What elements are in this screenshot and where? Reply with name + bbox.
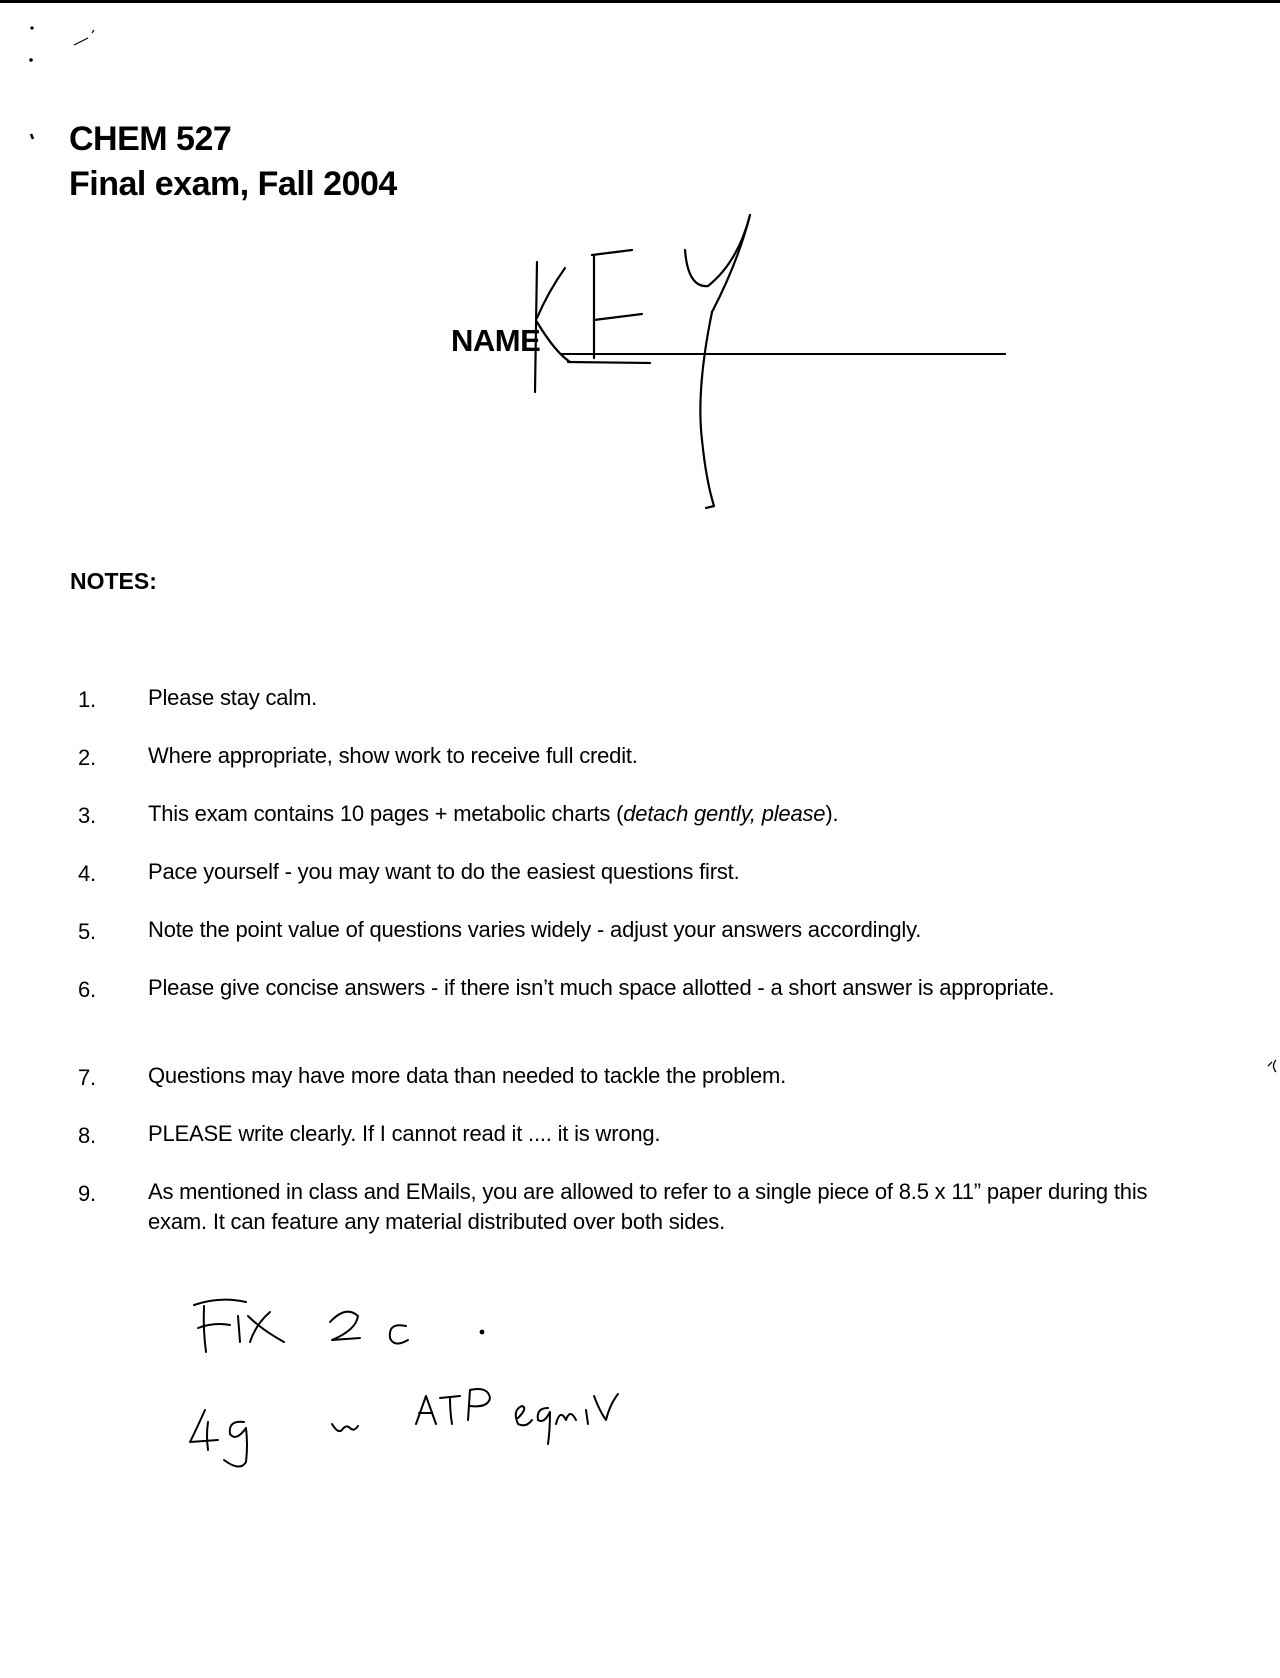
- list-item: [78, 799, 1190, 857]
- item-text: Please give concise answers - if there isn’t much space allotted - a short answer is appropriate.: [148, 975, 1055, 1000]
- top-border-line: [0, 0, 1280, 3]
- notes-heading: NOTES:: [70, 568, 157, 594]
- item-number: 9.: [78, 1181, 96, 1206]
- item-number: 6.: [78, 977, 96, 1002]
- list-item: [78, 857, 1190, 915]
- list-item: [78, 1119, 1190, 1177]
- item-number: 8.: [78, 1123, 96, 1148]
- list-item: [78, 683, 1190, 741]
- item-text: Questions may have more data than needed to tackle the problem.: [148, 1063, 787, 1088]
- list-item: [78, 741, 1190, 799]
- item-text: Note the point value of questions varies widely - adjust your answers accordingly.: [148, 917, 922, 942]
- item-text-italic: detach gently, please: [623, 801, 826, 826]
- list-item: [78, 973, 1190, 1061]
- item-number: 7.: [78, 1065, 96, 1090]
- item-text: [148, 799, 1190, 829]
- course-title: CHEM 527: [69, 120, 232, 158]
- item-text-end: ).: [825, 801, 839, 826]
- item-text: As mentioned in class and EMails, you are allowed to refer to a single piece of 8.5 x 11” paper during this exam. It can feature any material distributed over both sides.: [148, 1179, 1148, 1234]
- list-item: [78, 1177, 1190, 1265]
- item-text-start: This exam contains 10 pages + metabolic charts (: [148, 801, 624, 826]
- item-number: 2.: [78, 745, 96, 770]
- name-field-underline: [560, 353, 1006, 355]
- item-number: 1.: [78, 687, 96, 712]
- item-number: 4.: [78, 861, 96, 886]
- list-item: [78, 1061, 1190, 1119]
- item-number: 5.: [78, 919, 96, 944]
- item-text: PLEASE write clearly. If I cannot read it .... it is wrong.: [148, 1121, 661, 1146]
- name-field-label: NAME: [451, 323, 541, 358]
- item-text: Pace yourself - you may want to do the easiest questions first.: [148, 859, 740, 884]
- list-item: [78, 915, 1190, 973]
- item-number: 3.: [78, 803, 96, 828]
- exam-title: Final exam, Fall 2004: [69, 165, 397, 203]
- item-text: Please stay calm.: [148, 685, 318, 710]
- item-text: Where appropriate, show work to receive full credit.: [148, 743, 638, 768]
- notes-list: [78, 683, 1190, 1265]
